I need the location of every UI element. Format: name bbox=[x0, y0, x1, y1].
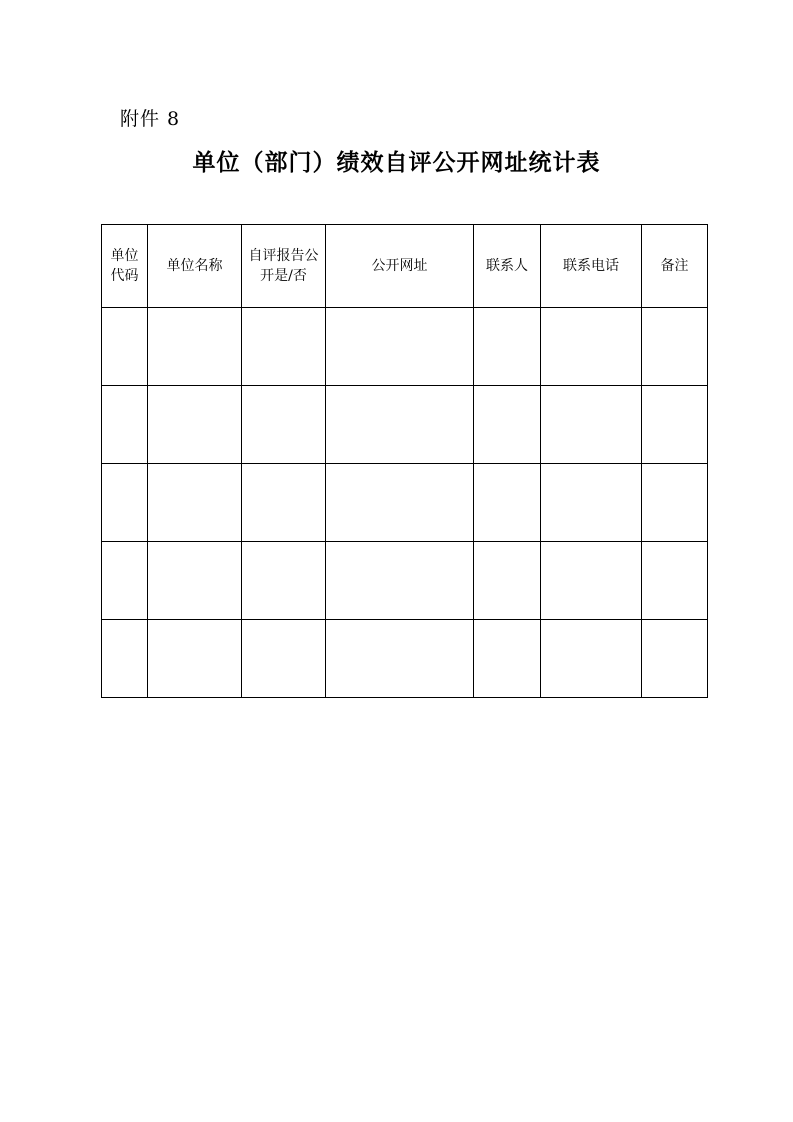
table-cell bbox=[326, 620, 474, 698]
header-contact-person: 联系人 bbox=[474, 225, 541, 308]
table-cell bbox=[326, 464, 474, 542]
table-cell bbox=[474, 308, 541, 386]
header-report-disclosed: 自评报告公开是/否 bbox=[242, 225, 326, 308]
table-header-row bbox=[102, 225, 708, 308]
table-row bbox=[102, 386, 708, 464]
header-public-url: 公开网址 bbox=[326, 225, 474, 308]
table-cell bbox=[541, 620, 642, 698]
table-cell bbox=[541, 386, 642, 464]
table-cell bbox=[474, 464, 541, 542]
table-cell bbox=[148, 620, 242, 698]
table-cell bbox=[242, 308, 326, 386]
table-cell bbox=[474, 620, 541, 698]
table-cell bbox=[642, 464, 708, 542]
table-cell bbox=[326, 542, 474, 620]
statistics-table bbox=[101, 224, 708, 698]
header-remark: 备注 bbox=[642, 225, 708, 308]
table-row bbox=[102, 464, 708, 542]
table-cell bbox=[148, 464, 242, 542]
table-cell bbox=[242, 620, 326, 698]
table-cell bbox=[102, 386, 148, 464]
table-row bbox=[102, 308, 708, 386]
table-cell bbox=[642, 542, 708, 620]
header-unit-code: 单位代码 bbox=[102, 225, 148, 308]
table-cell bbox=[541, 464, 642, 542]
table-cell bbox=[326, 386, 474, 464]
table-cell bbox=[148, 542, 242, 620]
table-cell bbox=[102, 620, 148, 698]
table-cell bbox=[474, 386, 541, 464]
table-cell bbox=[642, 308, 708, 386]
attachment-label: 附件 8 bbox=[120, 108, 181, 130]
table-cell bbox=[642, 386, 708, 464]
table-cell bbox=[326, 308, 474, 386]
table-cell bbox=[242, 386, 326, 464]
table-cell bbox=[242, 542, 326, 620]
table-cell bbox=[242, 464, 326, 542]
document-title: 单位（部门）绩效自评公开网址统计表 bbox=[192, 150, 601, 176]
table-cell bbox=[642, 620, 708, 698]
table-row bbox=[102, 620, 708, 698]
table-cell bbox=[148, 308, 242, 386]
table-cell bbox=[474, 542, 541, 620]
table-cell bbox=[102, 542, 148, 620]
table-cell bbox=[541, 542, 642, 620]
table-cell bbox=[541, 308, 642, 386]
table-cell bbox=[148, 386, 242, 464]
table-cell bbox=[102, 308, 148, 386]
header-unit-name: 单位名称 bbox=[148, 225, 242, 308]
table-row bbox=[102, 542, 708, 620]
table-cell bbox=[102, 464, 148, 542]
header-contact-phone: 联系电话 bbox=[541, 225, 642, 308]
